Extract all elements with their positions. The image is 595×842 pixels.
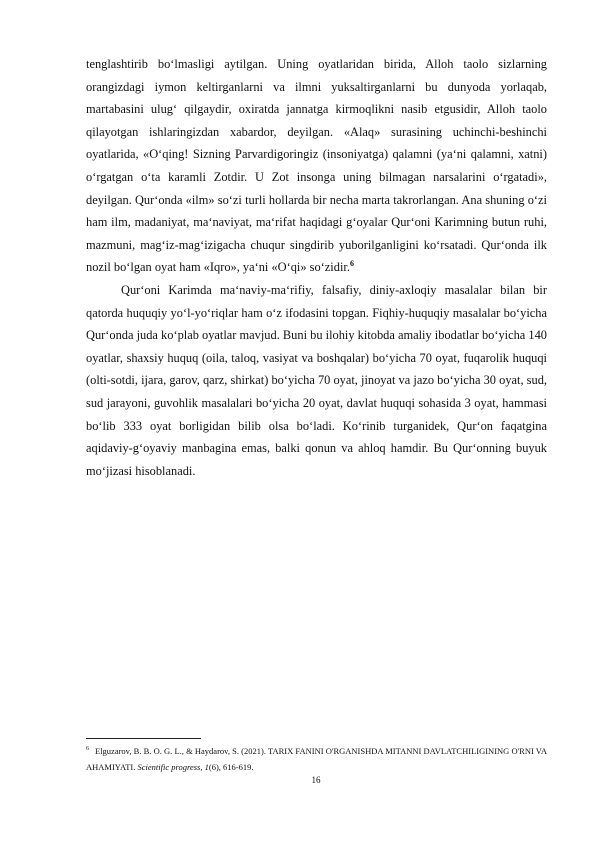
page-number: 16 (311, 775, 321, 785)
footnote-divider (86, 738, 201, 739)
footnote-volume: 1 (204, 762, 209, 772)
footnote-number: 6 (86, 746, 89, 753)
footnote-journal: Scientific progress (137, 762, 201, 772)
paragraph-2-text: Qur‘oni Karimda ma‘naviy-ma‘rifiy, falsafiy, diniy-axloqiy masalalar bilan bir qatorda huquqiy yo‘l-yo‘riqlar ham o‘z ifodasini topgan. Fiqhiy-huquqiy masalalar bo‘yicha Qur‘onda juda ko‘plab oyatlar mavjud. Buni bu ilohiy kitobda amaliy ibodatlar bo‘yicha 140 oyatlar, shaxsiy huquq (oila, taloq, vasiyat va boshqalar) bo‘yicha 70 oyat, fuqarolik huquqi (olti-sotdi, ijara, garov, qarz, shirkat) bo‘yicha 70 oyat, jinoyat va jazo bo‘yicha 30 oyat, sud, sud jarayoni, guvohlik masalalari bo‘yicha 20 oyat, davlat huquqi sohasida 3 oyat, hammasi bo‘lib 333 oyat borligidan bilib olsa bo‘ladi. Ko‘rinib turganidek, Qur‘on faqatgina aqidaviy-g‘oyaviy manbagina emas, balki qonun va ahloq hamdir. Bu Qur‘onning buyuk mo‘jizasi hisoblanadi. (86, 282, 547, 478)
paragraph-1-text: tenglashtirib bo‘lmasligi aytilgan. Uning oyatlaridan birida, Alloh taolo sizlarning orangizdagi iymon keltirganlarni va ilmni yuksaltirganlarni bu dunyoda yorlaqab, martabasini ulug‘ qilgaydir, oxiratda jannatga kirmoqlikni nasib etgusidir, Alloh taolo qilayotgan ishlaringizdan xabardor, deyilgan. «Alaq» surasining uchinchi-beshinchi oyatlarida, «O‘qing! Sizning Parvardigoringiz (insoniyatga) qalamni (ya‘ni qalamni, xatni) o‘rgatgan o‘ta karamli Zotdir. U Zot insonga uning bilmagan narsalarini o‘rgatadi», deyilgan. Qur‘onda «ilm» so‘zi turli hollarda bir necha marta takrorlangan. Ana shuning o‘zi ham ilm, madaniyat, ma‘naviyat, ma‘rifat haqidagi g‘oyalar Qur‘oni Karimning butun ruhi, mazmuni, mag‘iz-mag‘izigacha chuqur singdirib yuborilganligini ko‘rsatadi. Qur‘onda ilk nozil bo‘lgan oyat ham «Iqro», ya‘ni «O‘qi» so‘zidir. (86, 57, 547, 275)
footnote-pages: (6), 616-619. (208, 762, 254, 772)
footnote-citation: Elguzarov, B. B. O. G. L., & Haydarov, S. (2021). TARIX FANINI O'RGANISHDA MITANNI DAVLATCHILIGINING O'RNI VA AHAMIYATI. (86, 746, 547, 772)
footnote: $^6$ Elguzarov, B. B. O. G. L., & Haydarov, S. (2021). TARIX FANINI O'RGANISHDA MITANNI DAVLATCHILIGINING O'RNI VA AHAMIYATI. Scientific progress, 1(6), 616-619. (86, 746, 547, 772)
body-text (86, 53, 547, 482)
footnote-reference: 6 (349, 259, 354, 269)
paragraph-2 (86, 279, 547, 482)
paragraph-1 (86, 53, 547, 279)
